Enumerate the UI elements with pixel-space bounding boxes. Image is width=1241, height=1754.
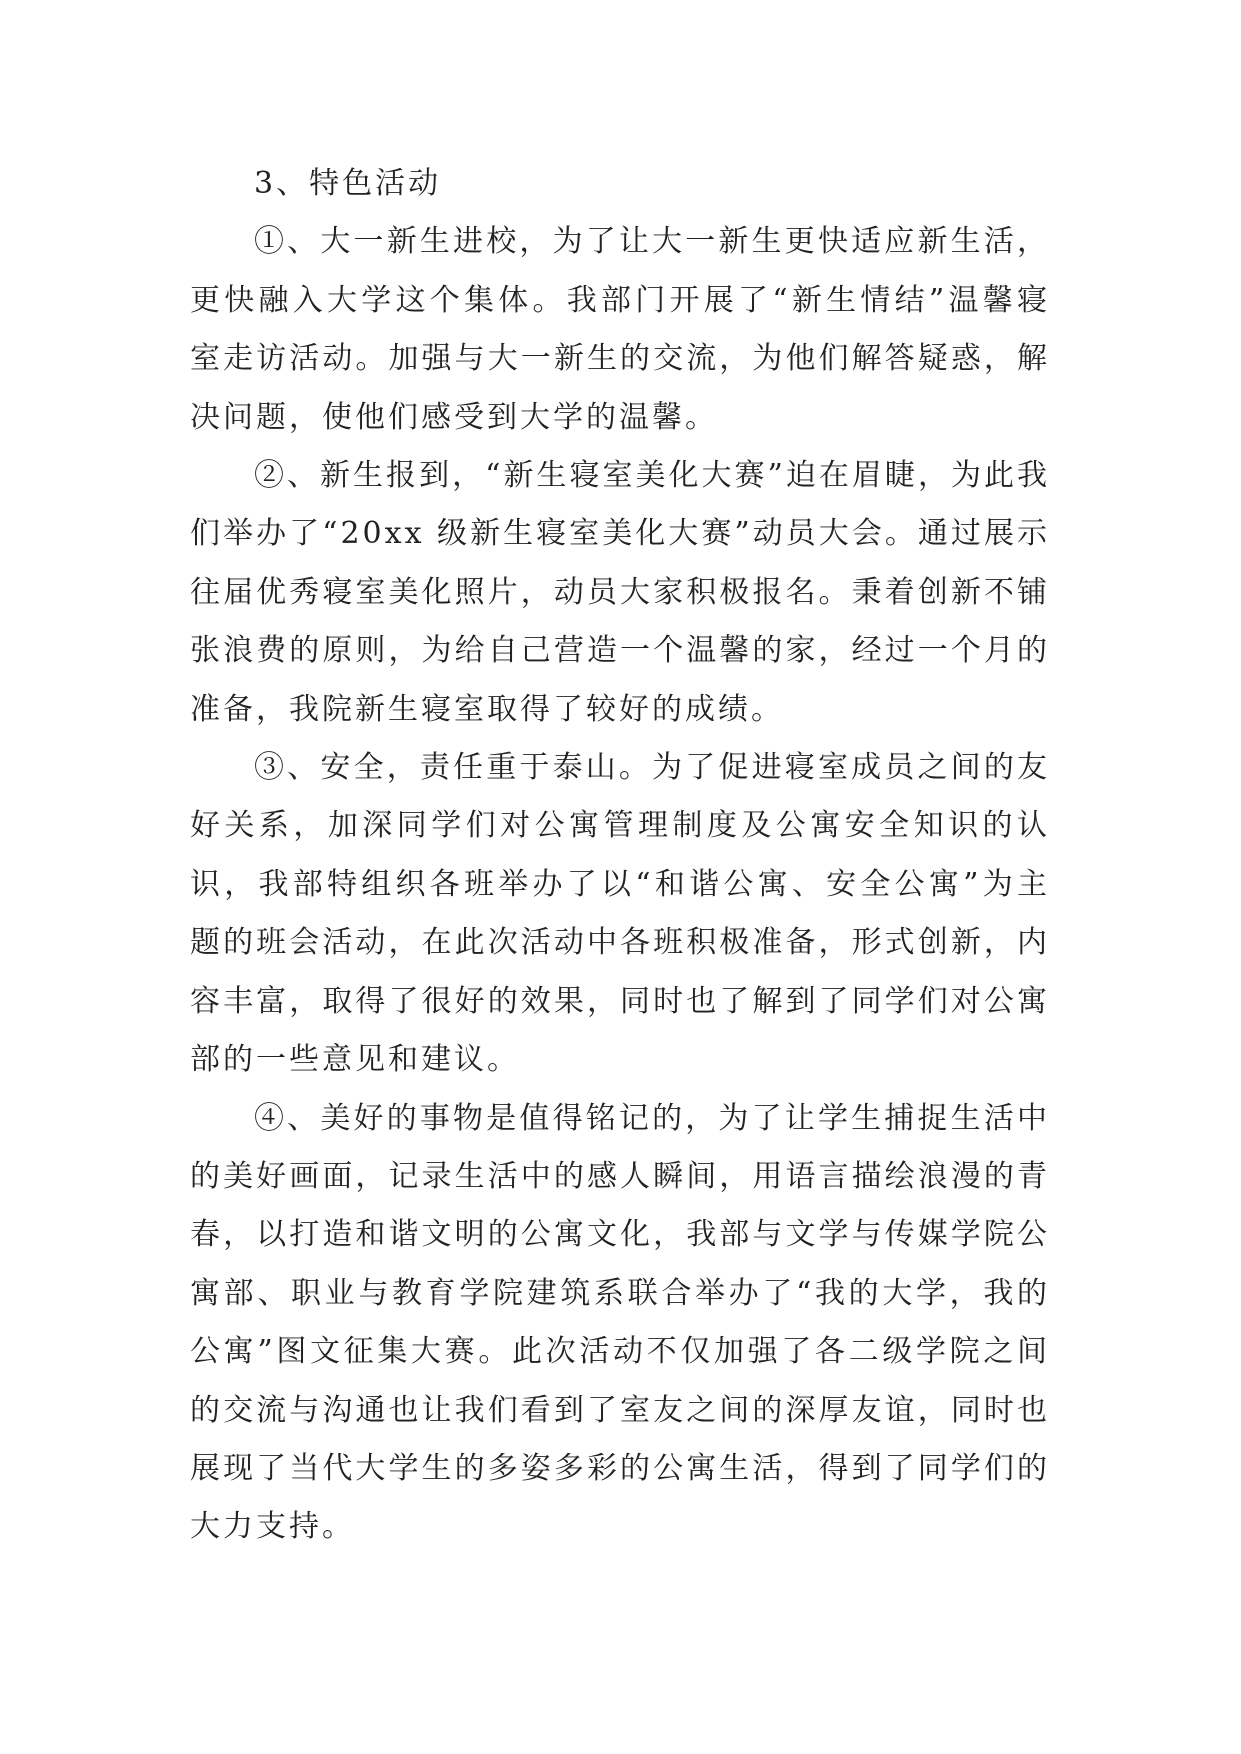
section-heading: 3、特色活动	[254, 166, 442, 201]
paragraph-2: ②、新生报到，“新生寝室美化大赛”迫在眉睫，为此我们举办了“20xx 级新生寝室美化大赛”动员大会。通过展示往届优秀寝室美化照片，动员大家积极报名。秉着创新不铺张浪费的原则，为给自己营造一个温馨的家，经过一个月的准备，我院新生寝室取得了较好的成绩。	[190, 458, 1050, 727]
paragraph-1: ①、大一新生进校，为了让大一新生更快适应新生活，更快融入大学这个集体。我部门开展了“新生情结”温馨寝室走访活动。加强与大一新生的交流，为他们解答疑惑，解决问题，使他们感受到大学的温馨。	[190, 224, 1050, 435]
document-body	[190, 155, 1050, 1557]
paragraph-3: ③、安全，责任重于泰山。为了促进寝室成员之间的友好关系，加深同学们对公寓管理制度及公寓安全知识的认识，我部特组织各班举办了以“和谐公寓、安全公寓”为主题的班会活动，在此次活动中各班积极准备，形式创新，内容丰富，取得了很好的效果，同时也了解到了同学们对公寓部的一些意见和建议。	[190, 750, 1050, 1078]
paragraph-4: ④、美好的事物是值得铭记的，为了让学生捕捉生活中的美好画面，记录生活中的感人瞬间，用语言描绘浪漫的青春，以打造和谐文明的公寓文化，我部与文学与传媒学院公寓部、职业与教育学院建筑系联合举办了“我的大学，我的公寓”图文征集大赛。此次活动不仅加强了各二级学院之间的交流与沟通也让我们看到了室友之间的深厚友谊，同时也展现了当代大学生的多姿多彩的公寓生活，得到了同学们的大力支持。	[190, 1100, 1050, 1545]
